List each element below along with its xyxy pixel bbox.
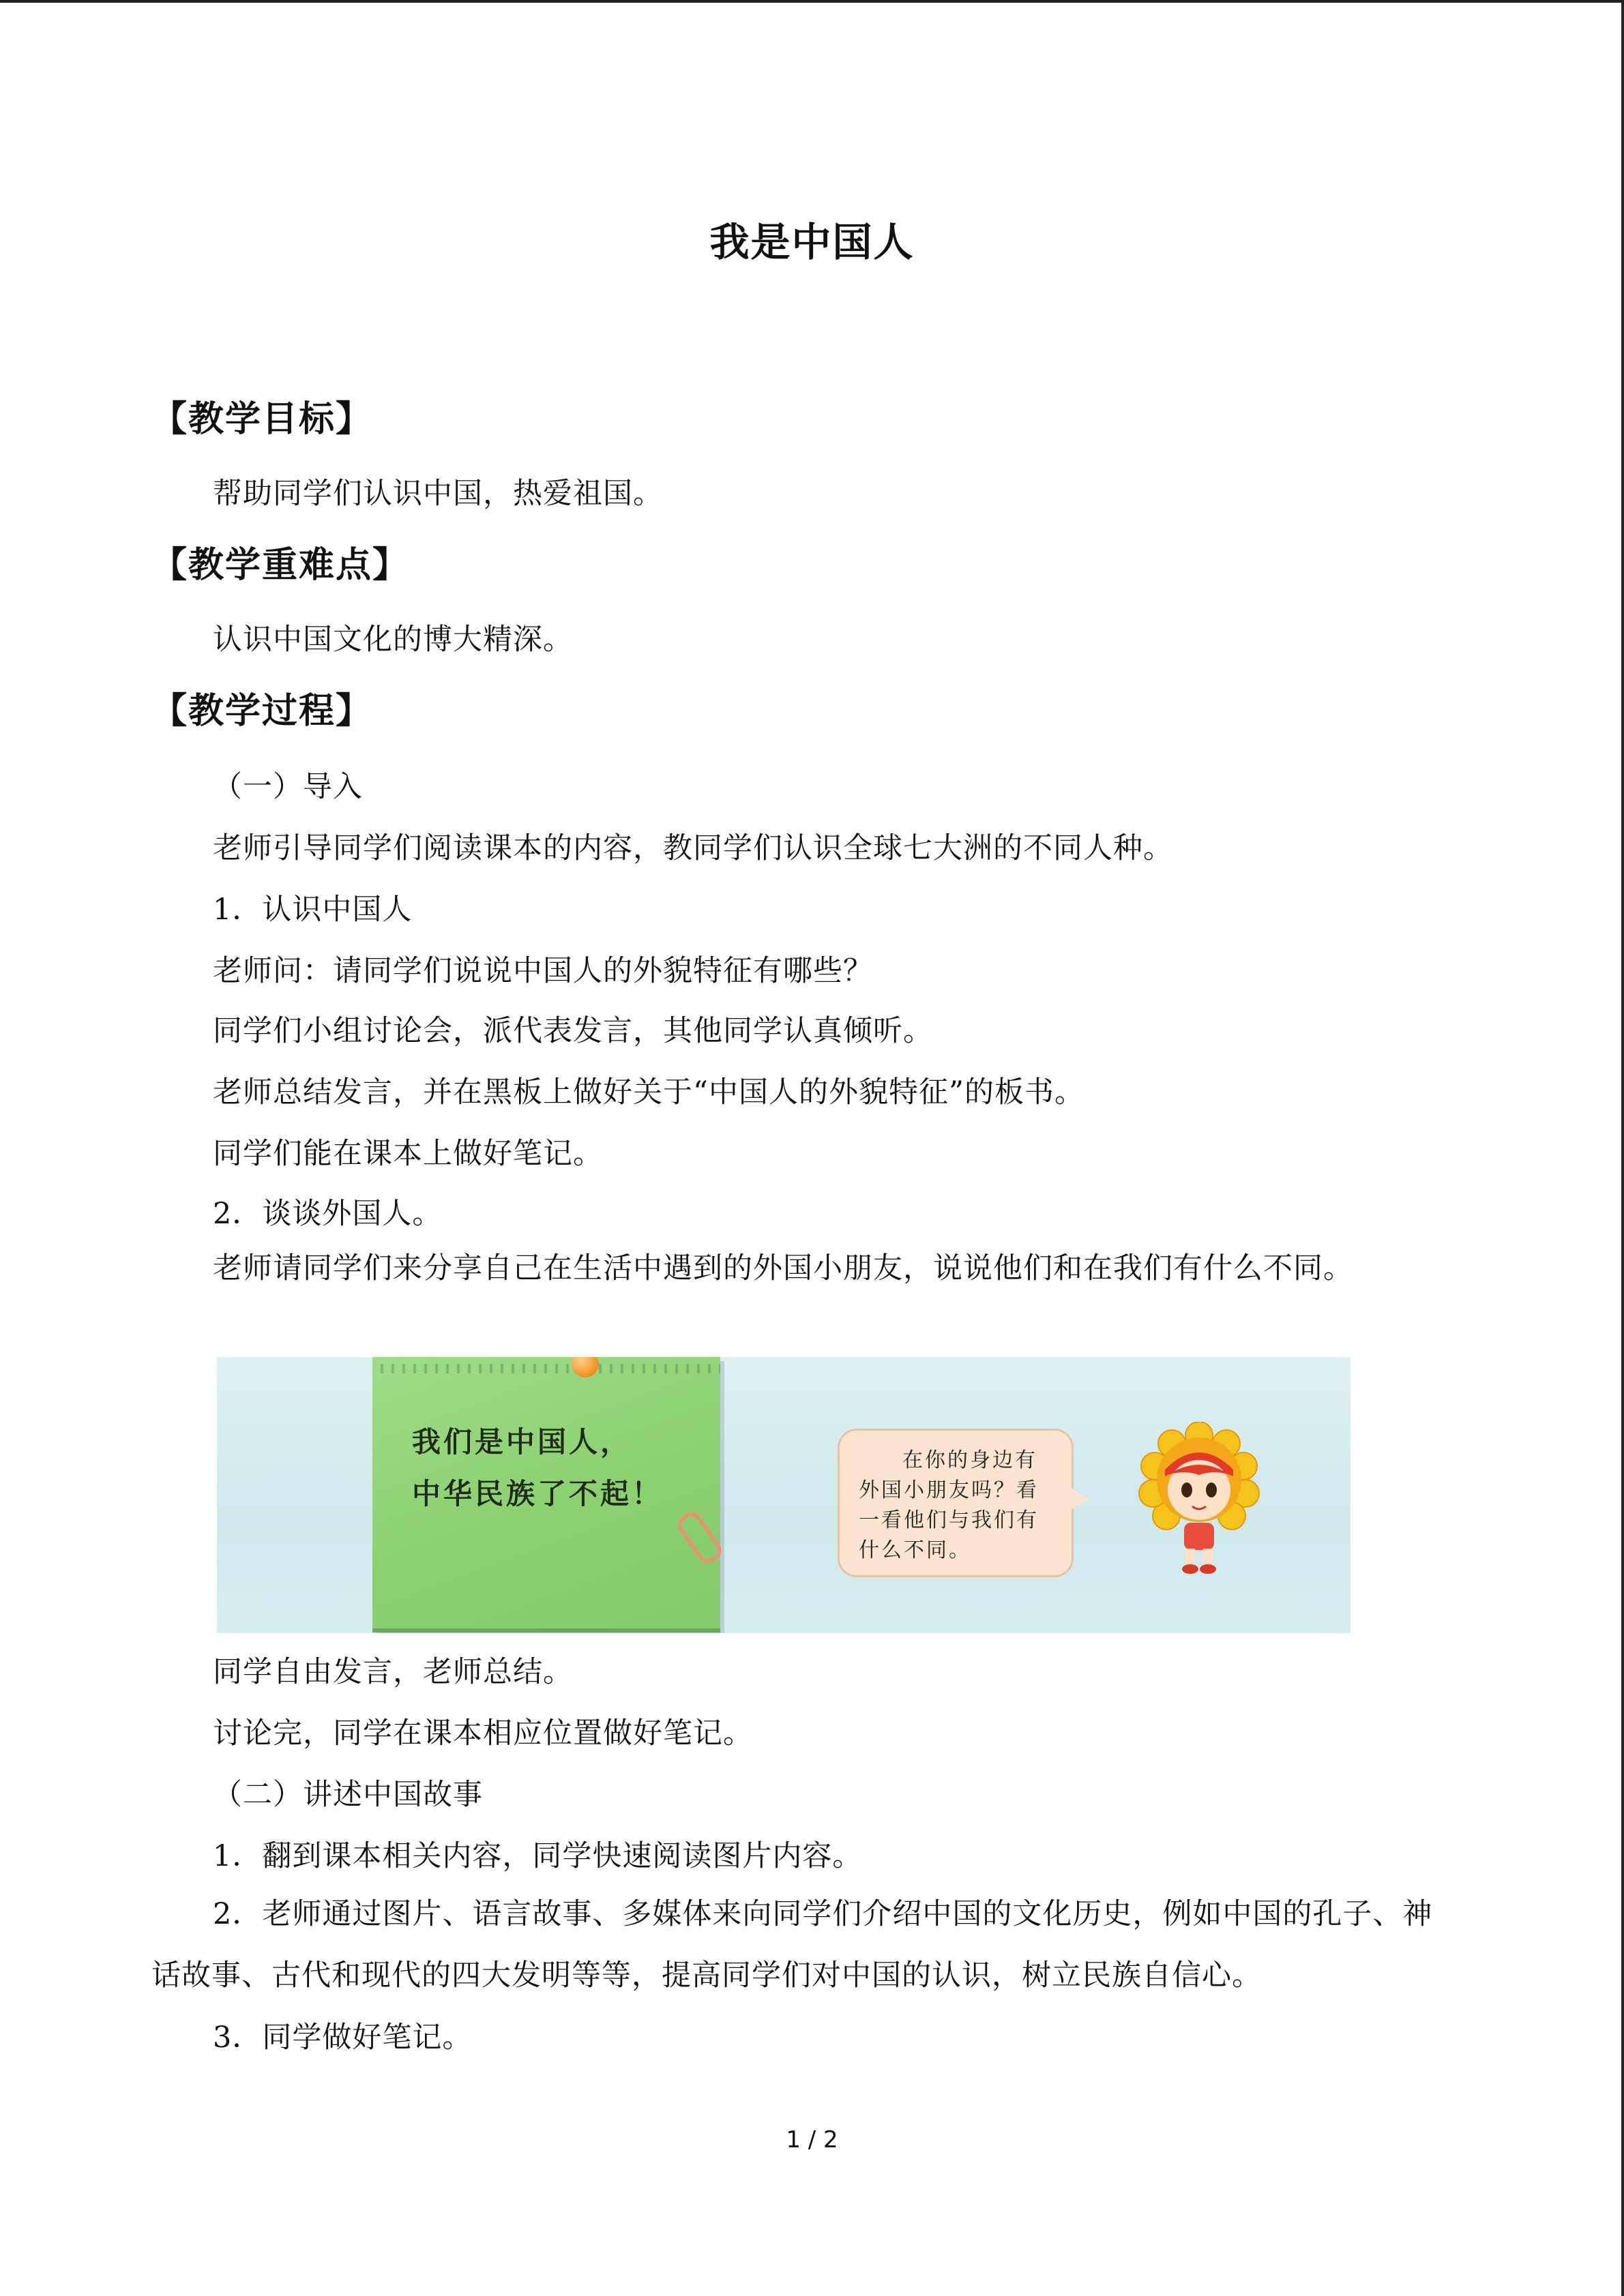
page-border-right: [1621, 0, 1624, 2296]
process-line: 3．同学做好笔记。: [213, 2021, 473, 2055]
heading-teaching-goal: 【教学目标】: [151, 399, 373, 440]
process-line: 同学们小组讨论会，派代表发言，其他同学认真倾听。: [213, 1014, 933, 1048]
page-border-top: [0, 0, 1624, 3]
process-line: 讨论完，同学在课本相应位置做好笔记。: [213, 1716, 753, 1750]
note-line: 我们是中国人，: [412, 1425, 632, 1459]
process-line: 同学自由发言，老师总结。: [213, 1655, 573, 1689]
speech-bubble-tail: [1066, 1485, 1089, 1512]
process-long-paragraph: 2．老师通过图片、语言故事、多媒体来向同学们介绍中国的文化历史，例如中国的孔子、神话故事、古代和现代的四大发明等等，提高同学们对中国的认识，树立民族自信心。: [151, 1897, 1433, 1993]
note-line: 中华民族了不起！: [412, 1477, 664, 1510]
bubble-line: 什么不同。: [859, 1538, 971, 1562]
page-title: 我是中国人: [709, 219, 915, 265]
process-line: 1．认识中国人: [213, 893, 413, 927]
process-line: 老师请同学们来分享自己在生活中遇到的外国小朋友，说说他们和在我们有什么不同。: [213, 1251, 1353, 1285]
key-points-text: 认识中国文化的博大精深。: [213, 623, 573, 657]
bubble-line: 一看他们与我们有: [859, 1508, 1039, 1532]
process-line: （二）讲述中国故事: [213, 1778, 483, 1812]
green-note-card: [372, 1357, 720, 1632]
process-line: 2．谈谈外国人。: [213, 1197, 443, 1231]
process-line: 同学们能在课本上做好笔记。: [213, 1137, 603, 1171]
process-line: 老师问：请同学们说说中国人的外貌特征有哪些？: [213, 954, 873, 988]
heading-key-points: 【教学重难点】: [151, 545, 410, 586]
bubble-line: 外国小朋友吗？看: [859, 1478, 1039, 1502]
note-binding: [372, 1364, 720, 1373]
process-line: 1．翻到课本相关内容，同学快速阅读图片内容。: [213, 1839, 863, 1873]
process-line: 老师总结发言，并在黑板上做好关于“中国人的外貌特征”的板书。: [213, 1075, 1084, 1109]
sunflower-girl-icon: [1138, 1422, 1260, 1579]
goal-text: 帮助同学们认识中国，热爱祖国。: [213, 477, 663, 511]
page-number: 1 / 2: [786, 2126, 838, 2153]
textbook-illustration: [217, 1357, 1350, 1633]
heading-teaching-process: 【教学过程】: [151, 691, 373, 732]
process-line: （一）导入: [213, 770, 363, 804]
speech-bubble: [838, 1429, 1074, 1577]
process-line: 老师引导同学们阅读课本的内容，教同学们认识全球七大洲的不同人种。: [213, 831, 1173, 865]
bubble-line: 在你的身边有: [902, 1448, 1037, 1472]
